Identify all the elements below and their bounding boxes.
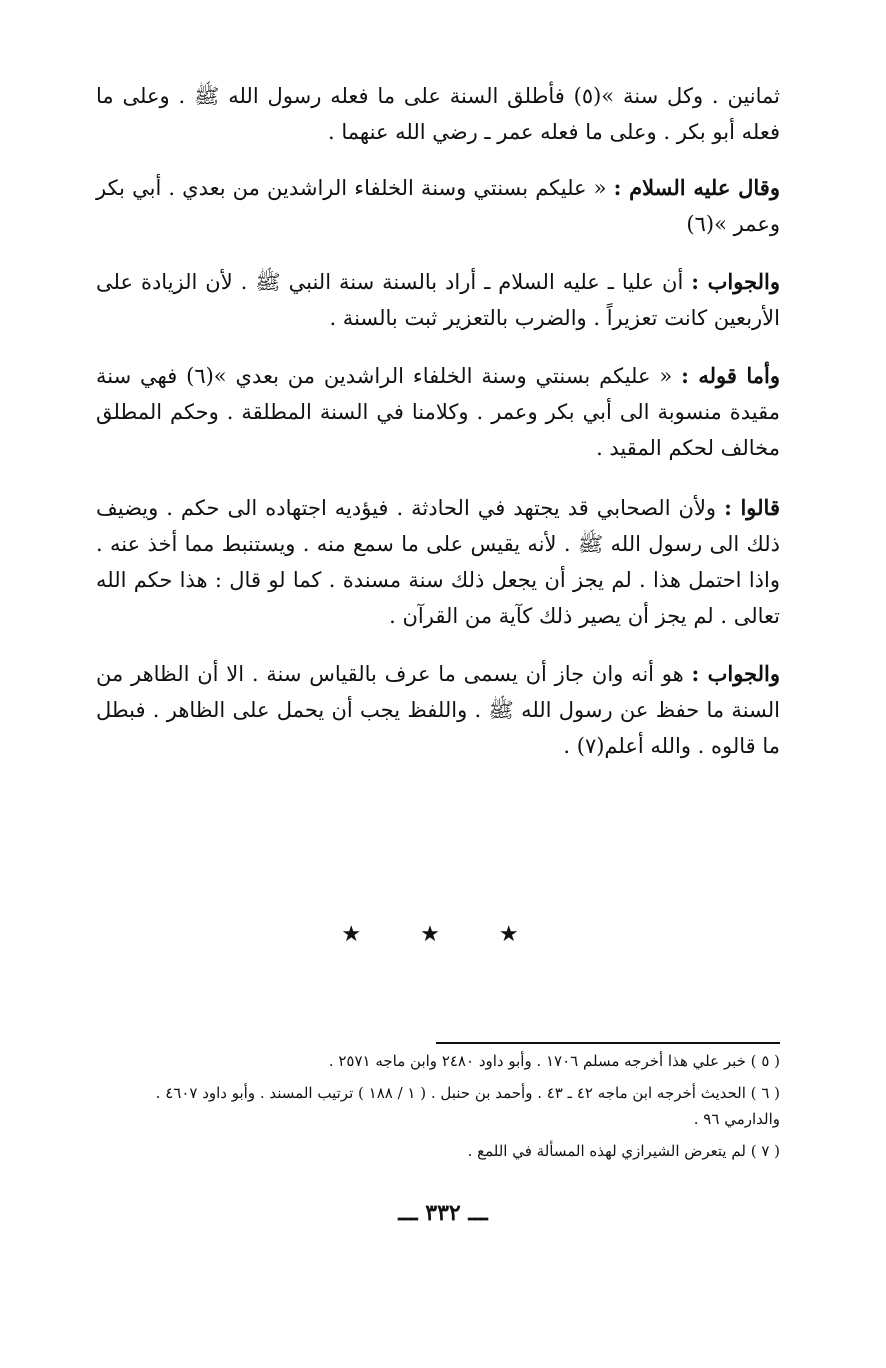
footnote-rule [436, 1042, 780, 1044]
footnote-5: ( ٥ ) خبر علي هذا أخرجه مسلم ١٧٠٦ . وأبو داود ٢٤٨٠ وابن ماجه ٢٥٧١ . [328, 1052, 780, 1070]
section-separator: ★ ★ ★ [341, 922, 545, 947]
paragraph-2-text: « عليكم بسنتي وسنة الخلفاء الراشدين من بعدي . أبي بكر وعمر »(٦) [96, 176, 780, 236]
paragraph-4-text: « عليكم بسنتي وسنة الخلفاء الراشدين من بعدي »(٦) فهي سنة مقيدة منسوبة الى أبي بكر وعمر . وكلامنا في السنة المطلقة . وحكم المطلق مخالف لحكم المقيد . [96, 364, 780, 460]
paragraph-5-text: ولأن الصحابي قد يجتهد في الحادثة . فيؤديه اجتهاده الى حكم . ويضيف ذلك الى رسول الله ﷺ . لأنه يقيس على ما سمع منه . ويستنبط مما أخذ عنه . واذا احتمل هذا . لم يجز أن يجعل ذلك سنة مسندة . كما لو قال : هذا حكم الله تعالى . لم يجز أن يصير ذلك كآية من القرآن . [96, 496, 780, 628]
footnote-7: ( ٧ ) لم يتعرض الشيرازي لهذه المسألة في اللمع . [467, 1142, 780, 1160]
paragraph-3-lead: والجواب : [691, 269, 781, 294]
paragraph-1-text: ثمانين . وكل سنة »(٥) فأطلق السنة على ما فعله رسول الله ﷺ . وعلى ما فعله أبو بكر . وعلى ما فعله عمر ـ رضي الله عنهما . [96, 84, 781, 144]
page-number: ـــ ٣٣٢ ـــ [398, 1200, 488, 1226]
footnote-6: ( ٦ ) الحديث أخرجه ابن ماجه ٤٢ ـ ٤٣ . وأحمد بن حنبل . ( ١ / ١٨٨ ) ترتيب المسند . وأبو داود ٤٦٠٧ . والدارمي ٩٦ . [155, 1084, 780, 1128]
paragraph-5-lead: قالوا : [724, 495, 780, 520]
paragraph-4-lead: وأما قوله : [681, 363, 780, 388]
paragraph-4 [96, 358, 780, 466]
paragraph-3 [96, 264, 780, 336]
paragraph-2 [96, 170, 780, 242]
paragraph-6 [96, 656, 780, 764]
paragraph-6-text: هو أنه وان جاز أن يسمى ما عرف بالقياس سنة . الا أن الظاهر من السنة ما حفظ عن رسول الله ﷺ . واللفظ يجب أن يحمل على الظاهر . فبطل ما قالوه . والله أعلم(٧) . [96, 662, 780, 758]
paragraph-5 [96, 490, 780, 634]
paragraph-6-lead: والجواب : [691, 661, 780, 686]
paragraph-1 [96, 78, 780, 150]
footnotes [100, 1048, 780, 1170]
paragraph-3-text: أن عليا ـ عليه السلام ـ أراد بالسنة سنة النبي ﷺ . لأن الزيادة على الأربعين كانت تعزيراً . والضرب بالتعزير ثبت بالسنة . [96, 270, 780, 330]
main-text [96, 78, 780, 764]
paragraph-2-lead: وقال عليه السلام : [613, 175, 780, 200]
